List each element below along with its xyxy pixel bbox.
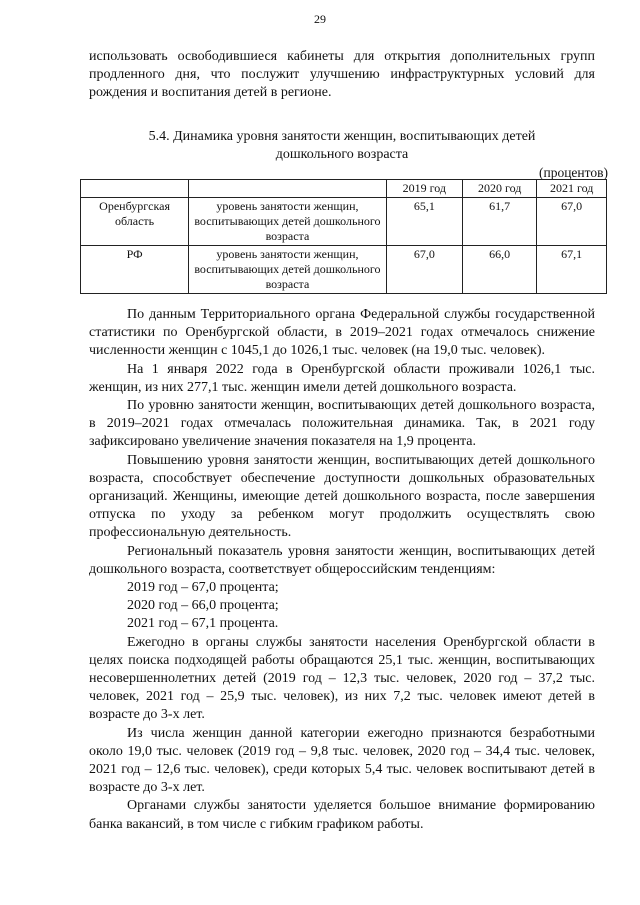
indicator-cell: уровень занятости женщин, воспитывающих детей дошкольного возраста [189, 198, 387, 246]
table-header-cell [189, 180, 387, 198]
paragraph: По данным Территориального органа Федеральной службы государственной статистики по Оренбургской области, в 2019–2021 годах отмечалось снижение численности женщин с 1045,1 до 1026,1 тыс. человек (на 19,0 тыс. человек). [89, 307, 595, 359]
intro-block [89, 48, 595, 103]
paragraph: На 1 января 2022 года в Оренбургской области проживали 1026,1 тыс. женщин, из них 277,1 тыс. женщин имели детей дошкольного возраста. [89, 361, 595, 395]
table-row [81, 198, 607, 246]
table-units: (процентов) [538, 165, 608, 180]
intro-paragraph: использовать освободившиеся кабинеты для открытия дополнительных групп продленного дня, что послужит улучшению инфраструктурных условий для рождения и воспитания детей в регионе. [89, 49, 595, 101]
paragraph: Ежегодно в органы службы занятости населения Оренбургской области в целях поиска подходящей работы обращаются 25,1 тыс. женщин, воспитывающих несовершеннолетних детей (2019 год – 12,3 тыс. человек, 2020 год – 37,2 тыс. человек, 2021 год – 25,9 тыс. человек), из них 7,2 тыс. человек имеют детей в возрасте до 3-х лет. [89, 634, 595, 723]
table-header-2021: 2021 год [537, 180, 607, 198]
region-cell: РФ [81, 246, 189, 294]
section-heading-line2: дошкольного возраста [275, 147, 409, 162]
value-2020-cell: 61,7 [462, 198, 536, 246]
employment-table [80, 179, 607, 294]
section-heading-line1: 5.4. Динамика уровня занятости женщин, воспитывающих детей [148, 129, 536, 144]
value-2020-cell: 66,0 [462, 246, 536, 294]
paragraph: Региональный показатель уровня занятости женщин, воспитывающих детей дошкольного возраста, соответствует общероссийским тенденциям: [89, 543, 595, 577]
paragraph: По уровню занятости женщин, воспитывающих детей дошкольного возраста, в 2019–2021 годах отмечалась положительная динамика. Так, в 2021 году зафиксировано увеличение значения показателя на 1,9 процента. [89, 398, 595, 450]
year-line: 2020 год – 66,0 процента; [127, 598, 279, 614]
section-heading [89, 128, 595, 164]
year-line: 2021 год – 67,1 процента. [127, 616, 279, 632]
year-line: 2019 год – 67,0 процента; [127, 580, 279, 596]
page-number: 29 [314, 12, 326, 26]
region-cell: Оренбургская область [81, 198, 189, 246]
main-text-block [89, 306, 595, 834]
paragraph: Органами службы занятости уделяется большое внимание формированию банка вакансий, в том числе с гибким графиком работы. [89, 798, 595, 832]
table-header-2020: 2020 год [462, 180, 536, 198]
table-header-cell [81, 180, 189, 198]
table-header-2019: 2019 год [386, 180, 462, 198]
table-header-row [81, 180, 607, 198]
paragraph: Из числа женщин данной категории ежегодно признаются безработными около 19,0 тыс. человек (2019 год – 9,8 тыс. человек, 2020 год – 34,4 тыс. человек, 2021 год – 12,6 тыс. человек), среди которых 5,4 тыс. человек воспитывают детей в возрасте до 3-х лет. [89, 725, 595, 796]
value-2021-cell: 67,1 [537, 246, 607, 294]
value-2019-cell: 65,1 [386, 198, 462, 246]
paragraph: Повышению уровня занятости женщин, воспитывающих детей дошкольного возраста, способствует обеспечение доступности дошкольных образовательных организаций. Женщины, имеющие детей дошкольного возраста, после завершения отпуска по уходу за ребенком могут продолжить осуществлять свою профессиональную деятельность. [89, 452, 595, 541]
value-2021-cell: 67,0 [537, 198, 607, 246]
value-2019-cell: 67,0 [386, 246, 462, 294]
indicator-cell: уровень занятости женщин, воспитывающих детей дошкольного возраста [189, 246, 387, 294]
table-row [81, 246, 607, 294]
